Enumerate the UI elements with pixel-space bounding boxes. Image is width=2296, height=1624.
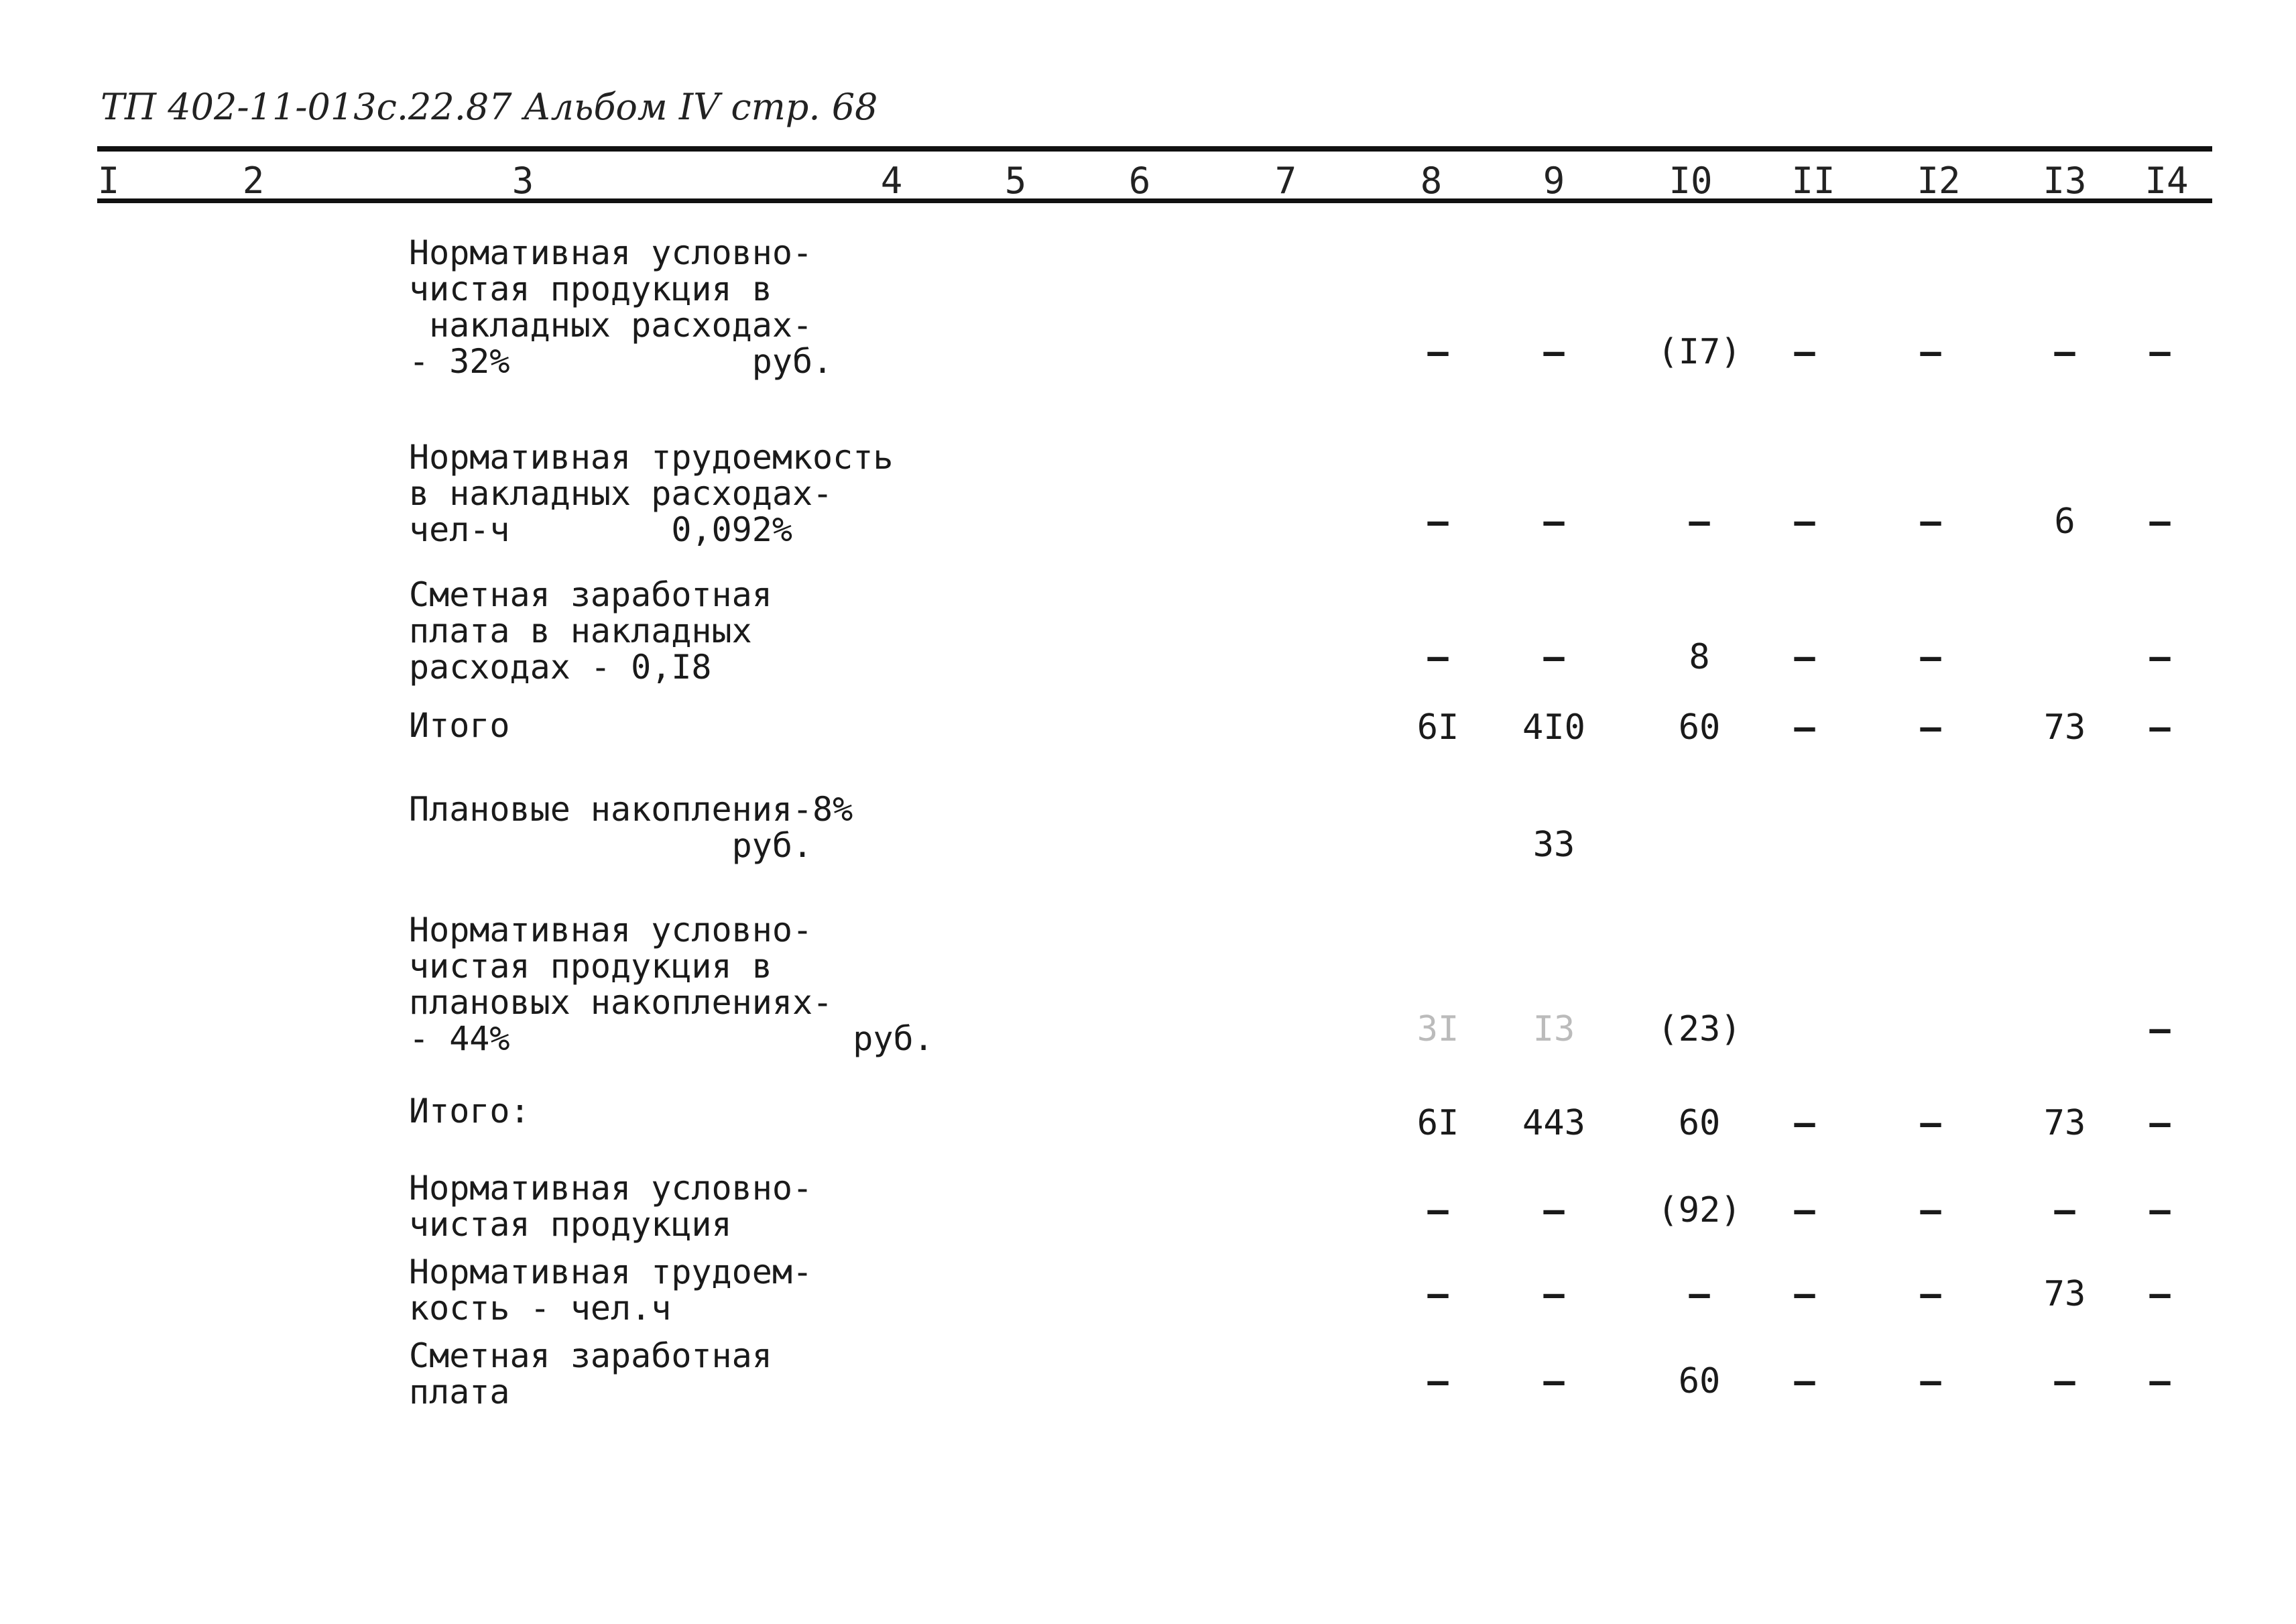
- column-4-head: 4: [880, 160, 903, 202]
- cell-c11: –: [1794, 1361, 1815, 1401]
- column-5-head: 5: [1004, 160, 1027, 202]
- cell-c12: –: [1920, 502, 1941, 542]
- cell-c12: –: [1920, 1361, 1941, 1401]
- cell-c14: –: [2149, 502, 2171, 542]
- row-label-line: плановых накоплениях-: [409, 983, 833, 1022]
- cell-c10: 60: [1678, 1103, 1721, 1143]
- row-label-line: в накладных расходах-: [409, 474, 833, 513]
- cell-c10: (I7): [1657, 332, 1742, 372]
- cell-c8: 6I: [1416, 1103, 1459, 1143]
- row-label-line: плата: [409, 1373, 510, 1411]
- row-label-line: Итого:: [409, 1092, 530, 1130]
- row-label-line: - 44% руб.: [409, 1019, 934, 1058]
- cell-c9: –: [1543, 502, 1565, 542]
- cell-c13: 6: [2054, 502, 2075, 542]
- row-label-line: Плановые накопления-8%: [409, 790, 853, 829]
- cell-c9: 443: [1522, 1103, 1585, 1143]
- column-6-head: 6: [1128, 160, 1151, 202]
- cell-c8: –: [1427, 1190, 1449, 1230]
- cell-c12: –: [1920, 1190, 1941, 1230]
- document-header: ТП 402-11-013с.22.87 Альбом IV стр. 68: [101, 86, 878, 128]
- column-3-head: 3: [511, 160, 534, 202]
- column-10-head: I0: [1669, 160, 1713, 202]
- row-label-line: чистая продукция: [409, 1205, 732, 1244]
- cell-c9: –: [1543, 637, 1565, 677]
- cell-c14: –: [2149, 637, 2171, 677]
- cell-c9: –: [1543, 1361, 1565, 1401]
- column-1-head: I: [97, 160, 120, 202]
- row-label-line: плата в накладных: [409, 612, 752, 650]
- row-label-line: расходах - 0,I8: [409, 648, 712, 687]
- row-label-line: Нормативная условно-: [409, 911, 813, 949]
- cell-c12: –: [1920, 1274, 1941, 1314]
- cell-c9: 33: [1532, 825, 1575, 865]
- row-label: [409, 791, 853, 864]
- row-label: [409, 577, 772, 685]
- column-7-head: 7: [1274, 160, 1297, 202]
- cell-c14: –: [2149, 1103, 2171, 1143]
- row-label-line: Итого: [409, 706, 510, 745]
- cell-c10: –: [1689, 1274, 1710, 1314]
- column-11-head: II: [1791, 160, 1835, 202]
- cell-c10: –: [1689, 502, 1710, 542]
- cell-c11: –: [1794, 1274, 1815, 1314]
- row-label: [409, 707, 510, 744]
- row-label-line: чистая продукция в: [409, 947, 772, 986]
- cell-c10: 60: [1678, 707, 1721, 748]
- row-label: [409, 235, 833, 380]
- cell-c13: 73: [2043, 707, 2086, 748]
- column-8-head: 8: [1420, 160, 1443, 202]
- cell-c10: 8: [1689, 637, 1710, 677]
- cell-c14: –: [2149, 1274, 2171, 1314]
- row-label-line: Сметная заработная: [409, 1336, 772, 1375]
- row-label-line: Нормативная условно-: [409, 233, 813, 272]
- row-label: [409, 912, 934, 1057]
- row-label-line: - 32% руб.: [409, 342, 833, 381]
- cell-c11: –: [1794, 1103, 1815, 1143]
- cell-c8: 6I: [1416, 707, 1459, 748]
- row-label: [409, 1170, 812, 1242]
- row-label-line: кость - чел.ч: [409, 1289, 672, 1328]
- cell-c13: –: [2054, 1361, 2075, 1401]
- cell-c8: –: [1427, 1274, 1449, 1314]
- column-12-head: I2: [1917, 160, 1961, 202]
- row-label-line: Нормативная трудоем-: [409, 1253, 813, 1291]
- row-label: [409, 1338, 772, 1410]
- cell-c11: –: [1794, 332, 1815, 372]
- header-top-rule: [97, 146, 2212, 152]
- cell-c13: –: [2054, 1190, 2075, 1230]
- cell-c12: –: [1920, 637, 1941, 677]
- cell-c10: (92): [1657, 1190, 1742, 1230]
- cell-c11: –: [1794, 502, 1815, 542]
- cell-c11: –: [1794, 707, 1815, 748]
- header-bottom-rule: [97, 198, 2212, 203]
- row-label-line: чистая продукция в: [409, 270, 772, 308]
- cell-c8: –: [1427, 1361, 1449, 1401]
- cell-c9: 4I0: [1522, 707, 1585, 748]
- row-label-line: Нормативная трудоемкость: [409, 438, 894, 477]
- cell-c8: –: [1427, 637, 1449, 677]
- column-14-head: I4: [2144, 160, 2189, 202]
- row-label-line: руб.: [409, 826, 813, 865]
- row-label: [409, 1093, 530, 1129]
- cell-c14: –: [2149, 707, 2171, 748]
- row-label: [409, 1254, 812, 1326]
- cell-c13: 73: [2043, 1103, 2086, 1143]
- cell-c13: –: [2054, 332, 2075, 372]
- row-label-line: Нормативная условно-: [409, 1169, 813, 1208]
- cell-c11: –: [1794, 1190, 1815, 1230]
- cell-c14: –: [2149, 332, 2171, 372]
- cell-c8: 3I: [1416, 1009, 1459, 1049]
- cell-c8: –: [1427, 502, 1449, 542]
- column-13-head: I3: [2043, 160, 2087, 202]
- cell-c14: –: [2149, 1190, 2171, 1230]
- row-label: [409, 439, 893, 548]
- row-label-line: накладных расходах-: [409, 306, 813, 345]
- column-2-head: 2: [242, 160, 265, 202]
- cell-c12: –: [1920, 707, 1941, 748]
- cell-c9: –: [1543, 1274, 1565, 1314]
- cell-c9: I3: [1532, 1009, 1575, 1049]
- cell-c14: –: [2149, 1361, 2171, 1401]
- cell-c9: –: [1543, 1190, 1565, 1230]
- cell-c14: –: [2149, 1009, 2171, 1049]
- cell-c10: 60: [1678, 1361, 1721, 1401]
- row-label-line: Сметная заработная: [409, 575, 772, 614]
- cell-c11: –: [1794, 637, 1815, 677]
- cell-c8: –: [1427, 332, 1449, 372]
- cell-c10: (23): [1657, 1009, 1742, 1049]
- cell-c12: –: [1920, 332, 1941, 372]
- column-9-head: 9: [1543, 160, 1565, 202]
- cell-c9: –: [1543, 332, 1565, 372]
- cell-c12: –: [1920, 1103, 1941, 1143]
- cell-c13: 73: [2043, 1274, 2086, 1314]
- row-label-line: чел-ч 0,092%: [409, 510, 792, 549]
